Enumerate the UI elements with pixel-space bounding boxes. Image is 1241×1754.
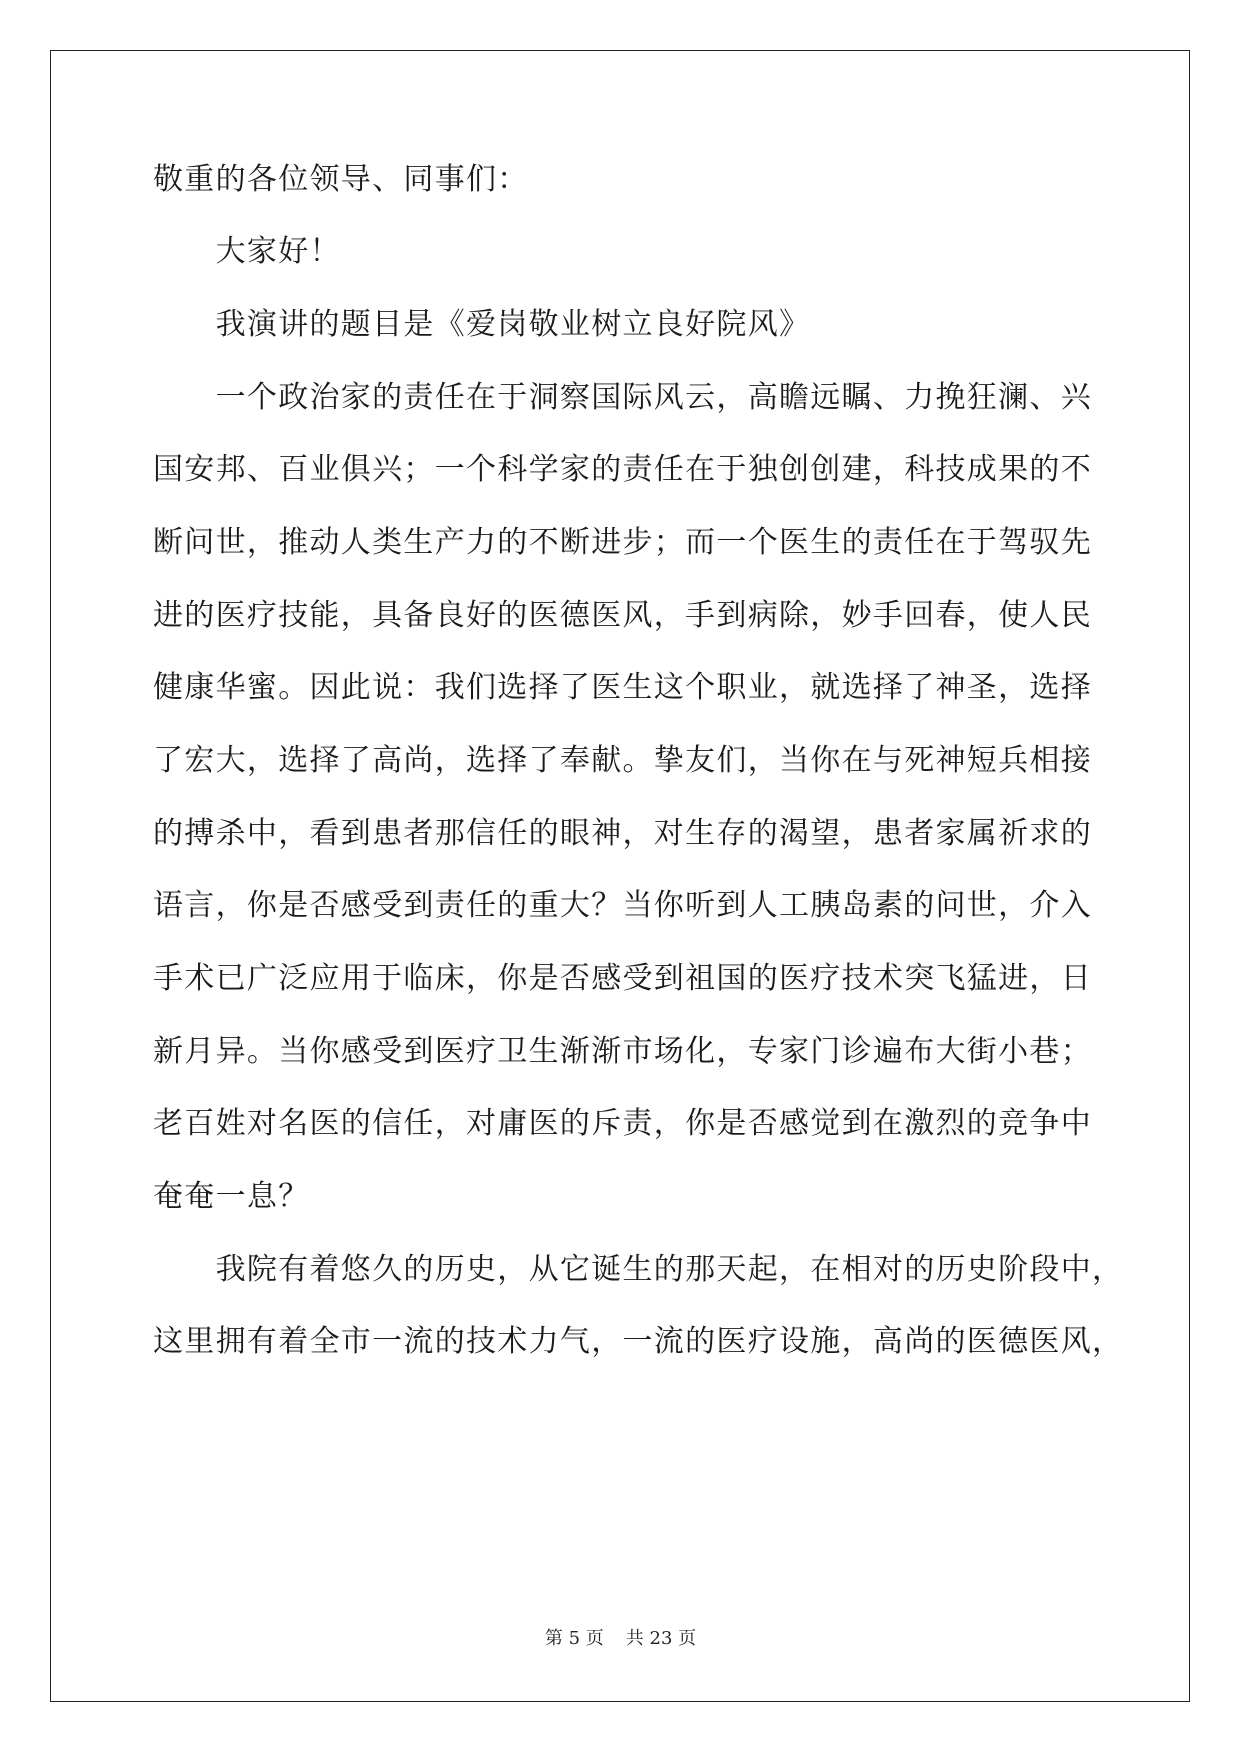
page-number: 第 5 页 <box>544 1628 604 1649</box>
text-line: 语言，你是否感受到责任的重大？当你听到人工胰岛素的问世，介入 <box>153 888 1092 923</box>
text-line: 健康华蜜。因此说：我们选择了医生这个职业，就选择了神圣，选择 <box>153 670 1092 705</box>
text-line: 一个政治家的责任在于洞察国际风云，高瞻远瞩、力挽狂澜、兴 <box>153 380 1092 415</box>
text-line: 国安邦、百业俱兴；一个科学家的责任在于独创创建，科技成果的不 <box>153 452 1092 487</box>
salutation-line: 敬重的各位领导、同事们： <box>153 162 529 197</box>
text-line: 手术已广泛应用于临床，你是否感受到祖国的医疗技术突飞猛进，日 <box>153 961 1092 996</box>
page-border <box>50 50 1190 1702</box>
page-total: 共 23 页 <box>625 1628 697 1649</box>
text-line: 断问世，推动人类生产力的不断进步；而一个医生的责任在于驾驭先 <box>153 525 1092 560</box>
text-line: 了宏大，选择了高尚，选择了奉献。挚友们，当你在与死神短兵相接 <box>153 743 1092 778</box>
text-line: 这里拥有着全市一流的技术力气，一流的医疗设施，高尚的医德医风， <box>153 1324 1124 1359</box>
text-line: 大家好！ <box>153 234 341 269</box>
text-line: 进的医疗技能，具备良好的医德医风，手到病除，妙手回春，使人民 <box>153 598 1092 633</box>
text-line: 我演讲的题目是《爱岗敬业树立良好院风》 <box>153 307 811 342</box>
text-line: 的搏杀中，看到患者那信任的眼神，对生存的渴望，患者家属祈求的 <box>153 816 1092 851</box>
text-line: 奄奄一息？ <box>153 1179 310 1214</box>
text-line: 老百姓对名医的信任，对庸医的斥责，你是否感觉到在激烈的竞争中 <box>153 1106 1092 1141</box>
page-footer <box>0 1624 1241 1650</box>
text-line: 新月异。当你感受到医疗卫生渐渐市场化，专家门诊遍布大街小巷； <box>153 1034 1092 1069</box>
text-line: 我院有着悠久的历史，从它诞生的那天起，在相对的历史阶段中， <box>153 1252 1124 1287</box>
